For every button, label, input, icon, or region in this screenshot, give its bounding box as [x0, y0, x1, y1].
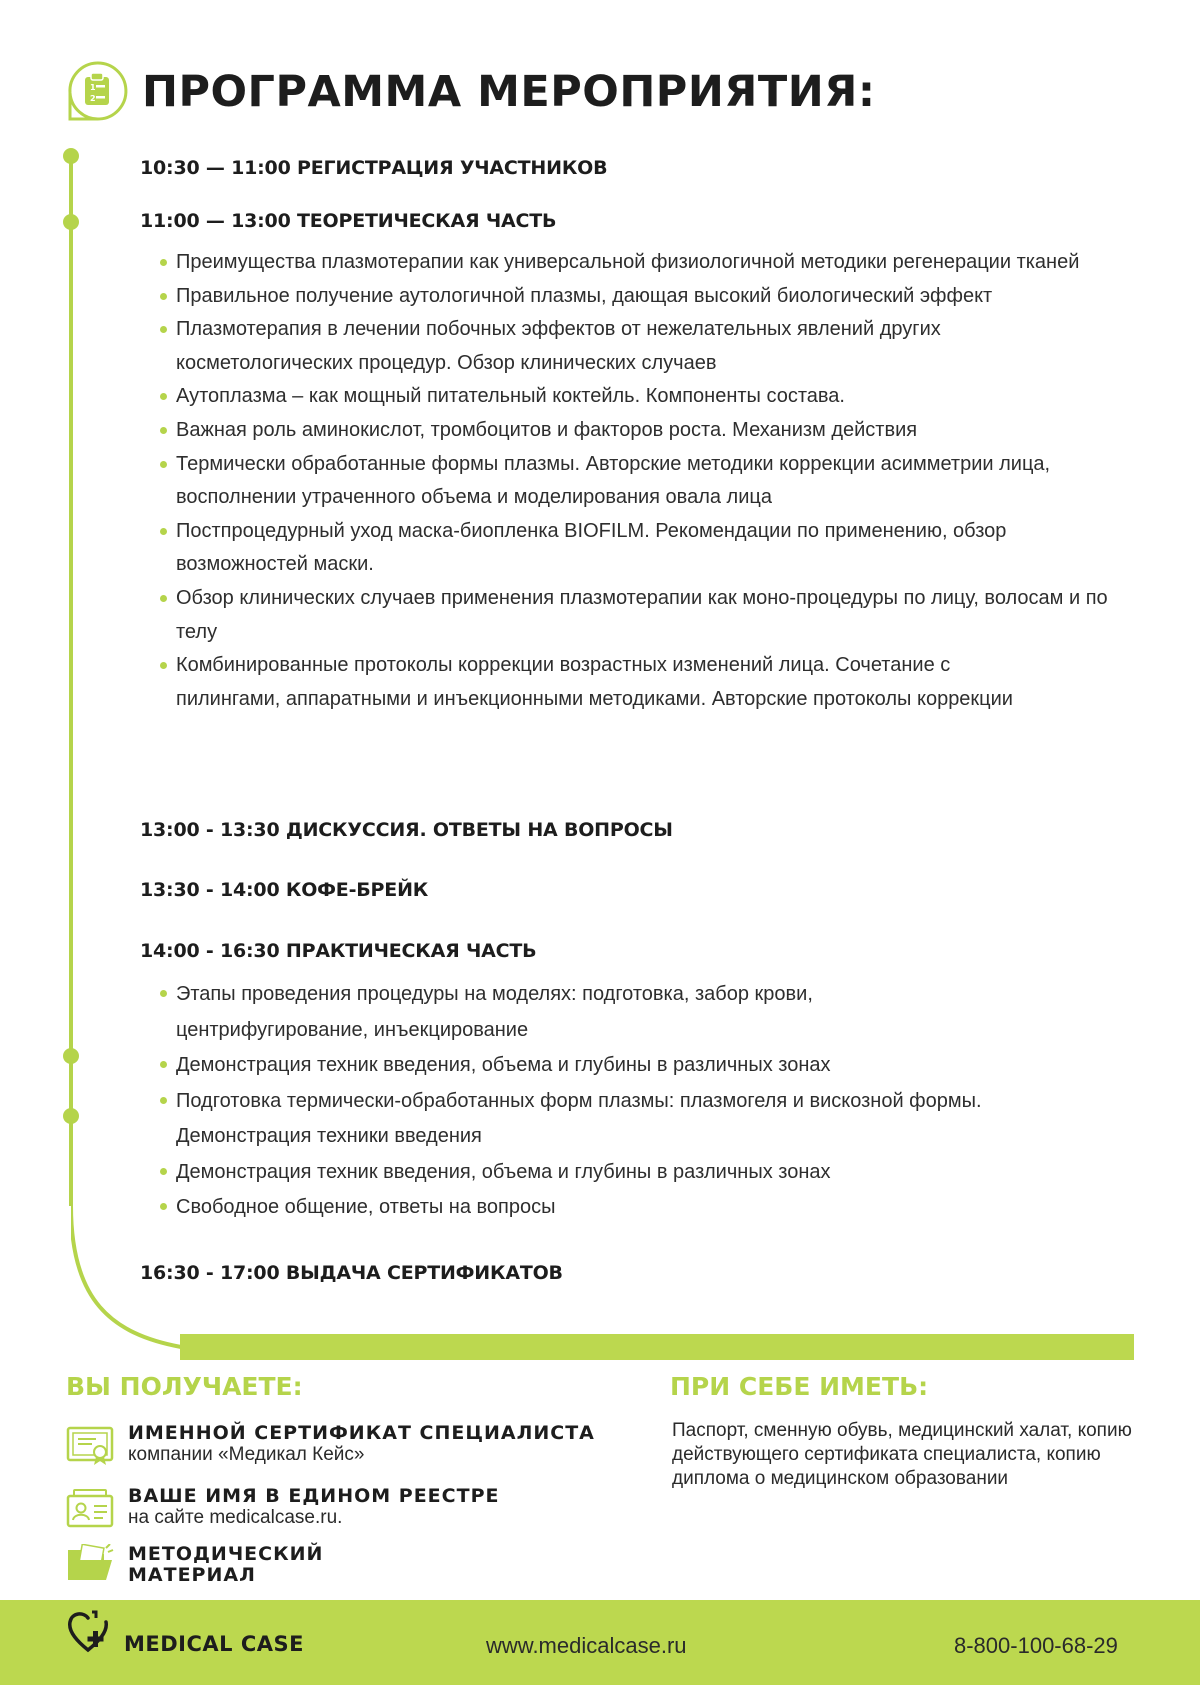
bring-title: ПРИ СЕБЕ ИМЕТЬ:	[670, 1372, 929, 1401]
bullet-icon	[160, 662, 167, 669]
list-item: Свободное общение, ответы на вопросы	[160, 1190, 1120, 1226]
list-item: Правильное получение аутологичной плазмы, дающая высокий биологический эффект	[160, 280, 1120, 314]
list-item: Обзор клинических случаев применения плазмотерапии как моно-процедуры по лицу, волосам и по телу	[160, 582, 1120, 649]
bullet-icon	[160, 293, 167, 300]
bullet-icon	[160, 528, 167, 535]
timeline-dot	[63, 1108, 79, 1124]
timeline-dot	[63, 1048, 79, 1064]
website-link[interactable]: www.medicalcase.ru	[486, 1633, 687, 1658]
coffee-heading: 13:30 - 14:00 КОФЕ-БРЕЙК	[140, 879, 429, 901]
list-item: Преимущества плазмотерапии как универсальной физиологичной методики регенерации тканей	[160, 246, 1120, 280]
list-item: Термически обработанные формы плазмы. Авторские методики коррекции асимметрии лица, восполнении утраченного объема и моделирования овала лица	[160, 448, 1120, 515]
bring-text: Паспорт, сменную обувь, медицинский халат, копию действующего сертификата специалиста, копию диплома о медицинском образовании	[672, 1420, 1132, 1489]
registration-heading: 10:30 — 11:00 РЕГИСТРАЦИЯ УЧАСТНИКОВ	[140, 157, 608, 179]
bullet-icon	[160, 1168, 167, 1175]
divider-band	[180, 1334, 1134, 1360]
bullet-icon	[160, 1203, 167, 1210]
practice-list	[160, 977, 1120, 1226]
benefit-title: МЕТОДИЧЕСКИЙ МАТЕРИАЛ	[128, 1543, 324, 1586]
list-item: Демонстрация техник введения, объема и глубины в различных зонах	[160, 1048, 1120, 1084]
list-item: Аутоплазма – как мощный питательный коктейль. Компоненты состава.	[160, 380, 1120, 414]
practice-heading: 14:00 - 16:30 ПРАКТИЧЕСКАЯ ЧАСТЬ	[140, 940, 537, 962]
phone-number[interactable]: 8-800-100-68-29	[954, 1633, 1118, 1658]
folder-icon	[66, 1544, 114, 1584]
list-item: Плазмотерапия в лечении побочных эффектов от нежелательных явлений других косметологических процедур. Обзор клинических случаев	[160, 313, 1120, 380]
bullet-icon	[160, 427, 167, 434]
bullet-icon	[160, 1097, 167, 1104]
benefits-title: ВЫ ПОЛУЧАЕТЕ:	[66, 1372, 303, 1401]
bullet-icon	[160, 595, 167, 602]
bullet-icon	[160, 393, 167, 400]
benefit-subtitle: на сайте medicalcase.ru.	[128, 1507, 343, 1528]
certificate-icon	[66, 1426, 114, 1466]
brand-name: MEDICAL CASE	[124, 1632, 304, 1656]
bullet-icon	[160, 326, 167, 333]
discussion-heading: 13:00 - 13:30 ДИСКУССИЯ. ОТВЕТЫ НА ВОПРОСЫ	[140, 819, 673, 841]
list-item: Подготовка термически-обработанных форм плазмы: плазмогеля и вискозной формы. Демонстрация техники введения	[160, 1084, 1120, 1155]
svg-text:1: 1	[90, 83, 96, 92]
timeline-dot	[63, 214, 79, 230]
id-card-icon	[66, 1488, 114, 1528]
list-item: Постпроцедурный уход маска-биопленка BIOFILM. Рекомендации по применению, обзор возможностей маски.	[160, 515, 1120, 582]
bullet-icon	[160, 461, 167, 468]
certificates-heading: 16:30 - 17:00 ВЫДАЧА СЕРТИФИКАТОВ	[140, 1262, 563, 1284]
list-item: Демонстрация техник введения, объема и глубины в различных зонах	[160, 1155, 1120, 1191]
clipboard-icon	[66, 60, 128, 122]
theory-heading: 11:00 — 13:00 ТЕОРЕТИЧЕСКАЯ ЧАСТЬ	[140, 210, 557, 232]
benefit-title: ИМЕННОЙ СЕРТИФИКАТ СПЕЦИАЛИСТА	[128, 1422, 595, 1444]
benefit-title: ВАШЕ ИМЯ В ЕДИНОМ РЕЕСТРЕ	[128, 1485, 500, 1507]
theory-list	[160, 246, 1120, 716]
timeline-dot	[63, 148, 79, 164]
benefit-subtitle: компании «Медикал Кейс»	[128, 1444, 365, 1465]
svg-text:2: 2	[90, 94, 96, 103]
list-item: Важная роль аминокислот, тромбоцитов и факторов роста. Механизм действия	[160, 414, 1120, 448]
medical-case-logo-icon	[66, 1610, 114, 1656]
list-item: Комбинированные протоколы коррекции возрастных изменений лица. Сочетание с пилингами, аппаратными и инъекционными методиками. Авторские протоколы коррекции	[160, 649, 1056, 716]
bullet-icon	[160, 990, 167, 997]
bullet-icon	[160, 1061, 167, 1068]
list-item: Этапы проведения процедуры на моделях: подготовка, забор крови, центрифугирование, инъекцирование	[160, 977, 946, 1048]
page-title: ПРОГРАММА МЕРОПРИЯТИЯ:	[142, 67, 876, 117]
bullet-icon	[160, 259, 167, 266]
